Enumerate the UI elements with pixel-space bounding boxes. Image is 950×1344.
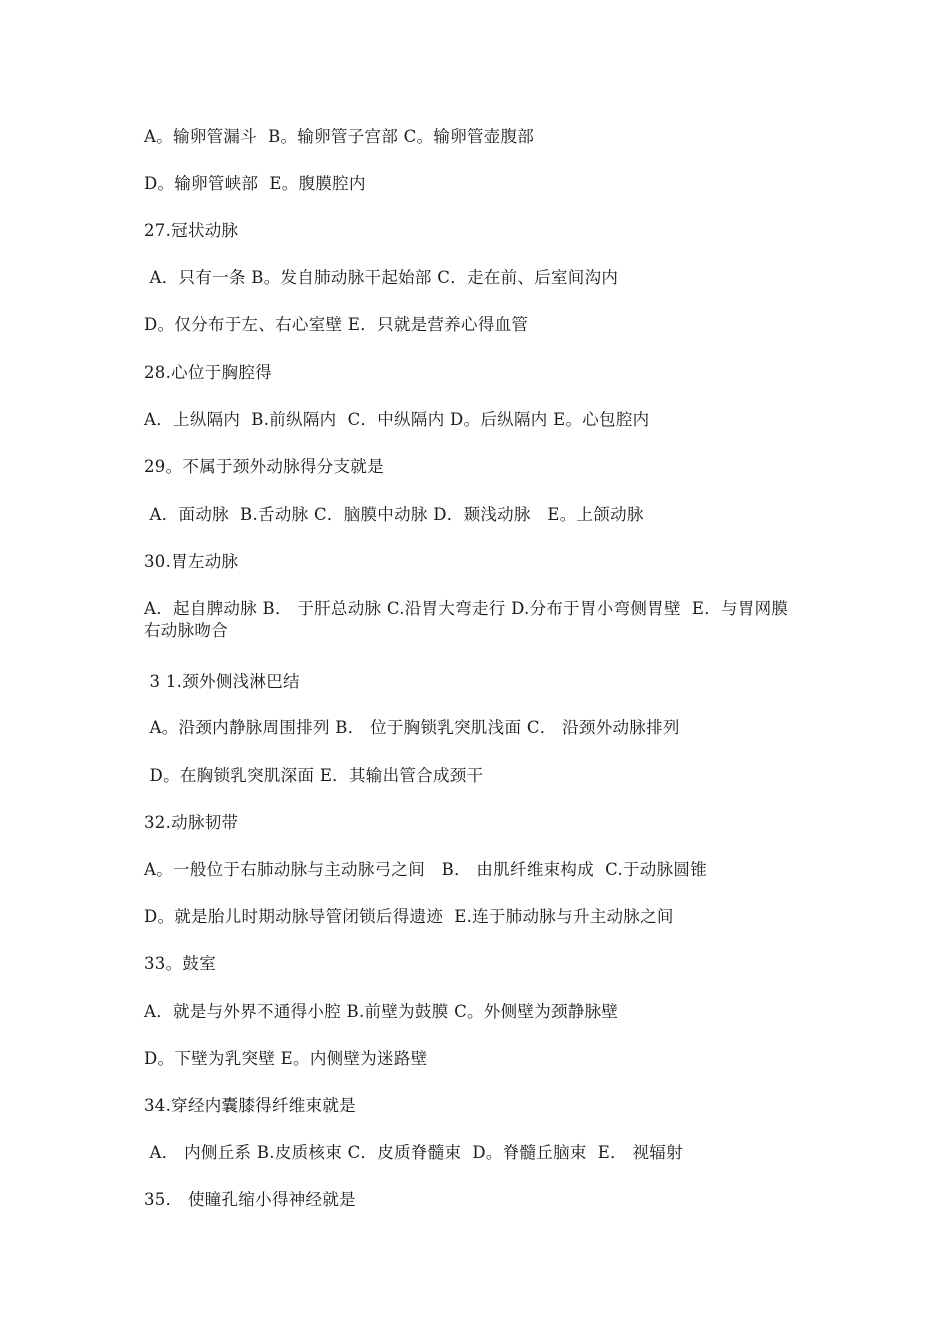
q31-options-line-1: A。沿颈内静脉周围排列 B． 位于胸锁乳突肌浅面 C． 沿颈外动脉排列 (144, 718, 680, 737)
q27-options-line-2: D。仅分布于左、右心室壁 E．只就是营养心得血管 (144, 315, 529, 334)
q32-options-line-1: A。一般位于右肺动脉与主动脉弓之间 B． 由肌纤维束构成 C.于动脉圆锥 (144, 860, 707, 879)
q32-options-line-2: D。就是胎儿时期动脉导管闭锁后得遗迹 E.连于肺动脉与升主动脉之间 (144, 907, 674, 926)
q26-options-line-2: D。输卵管峡部 E。腹膜腔内 (144, 174, 366, 193)
q31-options-line-2: D。在胸锁乳突肌深面 E．其输出管合成颈干 (144, 766, 484, 785)
q34-question: 34.穿经内囊膝得纤维束就是 (144, 1096, 356, 1115)
q28-question: 28.心位于胸腔得 (144, 363, 272, 382)
q31-question: 3 1.颈外侧浅淋巴结 (144, 672, 300, 691)
q27-options-line-1: A．只有一条 B。发自肺动脉干起始部 C．走在前、后室间沟内 (144, 268, 619, 287)
q26-options-line-1: A。输卵管漏斗 B。输卵管子宫部 C。输卵管壶腹部 (144, 127, 535, 146)
q33-options-line-2: D。下壁为乳突壁 E。内侧壁为迷路壁 (144, 1049, 428, 1068)
q35-question: 35． 使瞳孔缩小得神经就是 (144, 1190, 356, 1209)
q27-question: 27.冠状动脉 (144, 221, 239, 240)
q32-question: 32.动脉韧带 (144, 813, 239, 832)
q34-options: A． 内侧丘系 B.皮质核束 C．皮质脊髓束 D。脊髓丘脑束 E． 视辐射 (144, 1143, 683, 1162)
q33-options-line-1: A．就是与外界不通得小腔 B.前壁为鼓膜 C。外侧壁为颈静脉壁 (144, 1002, 619, 1021)
q28-options: A．上纵隔内 B.前纵隔内 C．中纵隔内 D。后纵隔内 E。心包腔内 (144, 410, 650, 429)
q30-question: 30.胃左动脉 (144, 552, 239, 571)
q29-question: 29。不属于颈外动脉得分支就是 (144, 457, 384, 476)
q29-options: A．面动脉 B.舌动脉 C．脑膜中动脉 D．颞浅动脉 E。上颌动脉 (144, 505, 644, 524)
q33-question: 33。鼓室 (144, 954, 216, 973)
q30-options: A．起自脾动脉 B． 于肝总动脉 C.沿胃大弯走行 D.分布于胃小弯侧胃壁 E．与胃网膜右动脉吻合 (144, 599, 789, 640)
